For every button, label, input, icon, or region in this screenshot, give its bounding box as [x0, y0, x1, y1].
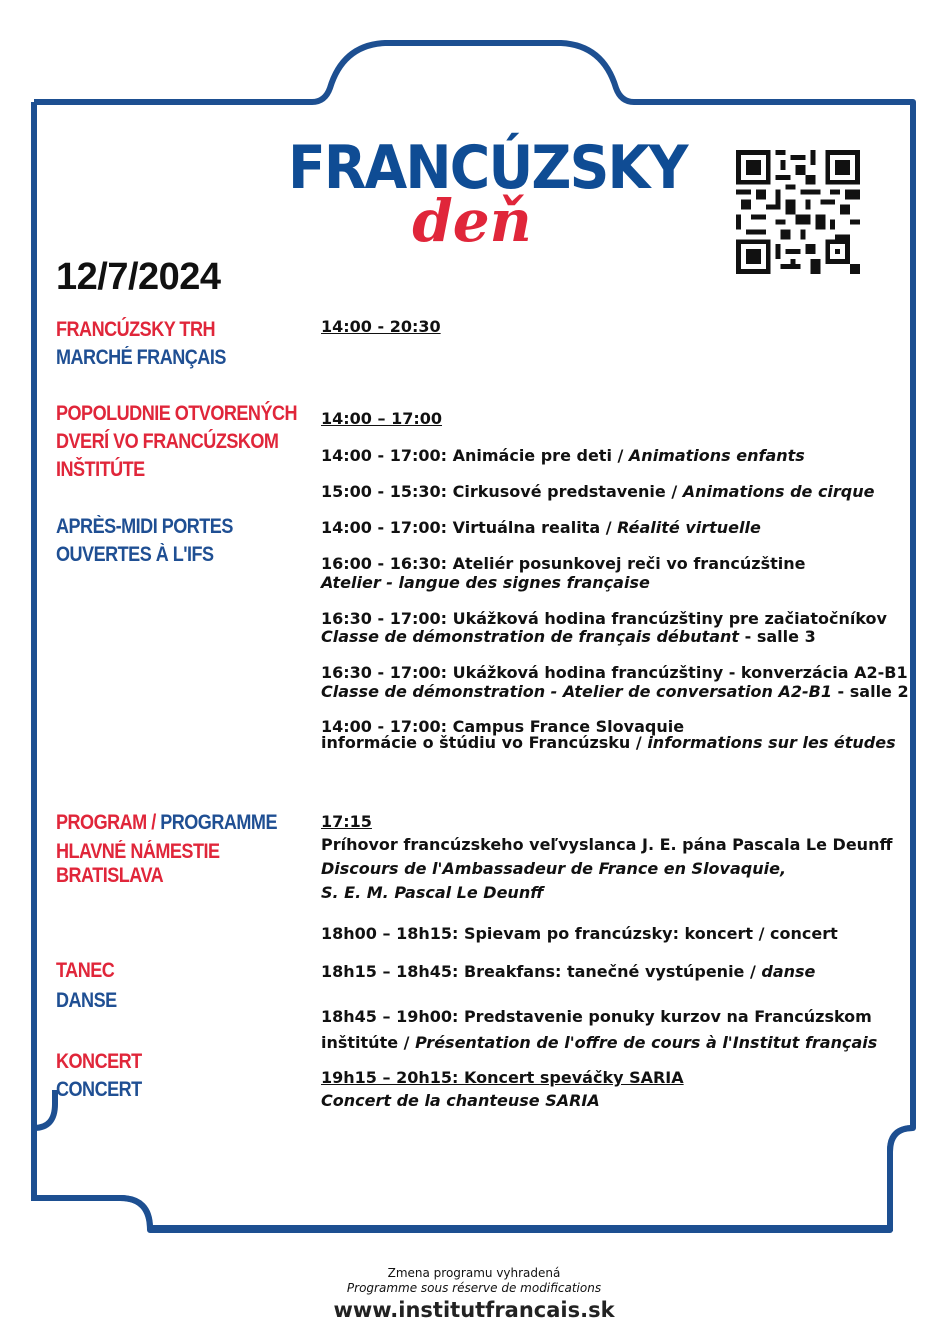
- event-date: 12/7/2024: [56, 256, 221, 298]
- heading-program: [56, 809, 277, 837]
- event-title: FRANCÚZSKY: [288, 133, 687, 203]
- heading-concert-sk: KONCERT: [56, 1050, 142, 1073]
- schedule-item-fr: Classe de démonstration de français débutant - salle 3: [321, 627, 816, 646]
- heading-open-sk-2: DVERÍ VO FRANCÚZSKOM: [56, 430, 279, 453]
- concert-item: 19h15 – 20h15: Koncert speváčky SARIA: [321, 1068, 684, 1087]
- heading-program-sk: PROGRAM: [56, 811, 147, 834]
- footer-url[interactable]: www.institutfrancais.sk: [333, 1298, 615, 1322]
- heading-dance-fr: DANSE: [56, 989, 117, 1012]
- schedule-item-line2: informácie o štúdiu vo Francúzsku / informations sur les études: [321, 733, 896, 752]
- heading-market-fr: MARCHÉ FRANÇAIS: [56, 346, 226, 369]
- courses-item-line2: inštitúte / Présentation de l'offre de cours à l'Institut français: [321, 1033, 878, 1052]
- dance-item: 18h15 – 18h45: Breakfans: tanečné vystúpenie / danse: [321, 962, 816, 981]
- heading-open-sk-1: POPOLUDNIE OTVORENÝCH: [56, 402, 298, 425]
- schedule-item: 16:00 - 16:30: Ateliér posunkovej reči vo francúzštine: [321, 554, 806, 573]
- qr-code-icon: [736, 150, 860, 274]
- speech-fr-1: Discours de l'Ambassadeur de France en Slovaquie,: [321, 859, 787, 878]
- heading-open-fr-2: OUVERTES À L'IFS: [56, 543, 214, 566]
- schedule-item: 16:30 - 17:00: Ukážková hodina francúzštiny pre začiatočníkov: [321, 609, 887, 628]
- footer-note-sk: Zmena programu vyhradená: [387, 1266, 561, 1280]
- market-time: 14:00 - 20:30: [321, 317, 441, 336]
- heading-open-fr-1: APRÈS-MIDI PORTES: [56, 515, 233, 538]
- schedule-item: 16:30 - 17:00: Ukážková hodina francúzštiny - konverzácia A2-B1: [321, 663, 908, 682]
- event-subtitle: deň: [412, 187, 532, 255]
- footer-note-fr: Programme sous réserve de modifications: [346, 1281, 602, 1295]
- concert-item-fr: Concert de la chanteuse SARIA: [321, 1091, 600, 1110]
- courses-item: 18h45 – 19h00: Predstavenie ponuky kurzov na Francúzskom: [321, 1007, 872, 1026]
- schedule-item: 14:00 - 17:00: Virtuálna realita / Réalité virtuelle: [321, 518, 761, 537]
- heading-square-2: BRATISLAVA: [56, 864, 164, 887]
- open-time: 14:00 – 17:00: [321, 409, 442, 428]
- schedule-item: 14:00 - 17:00: Campus France Slovaquie: [321, 717, 685, 736]
- schedule-item: 14:00 - 17:00: Animácie pre deti / Animations enfants: [321, 446, 805, 465]
- schedule-item-fr: Atelier - langue des signes française: [321, 573, 650, 592]
- schedule-item-fr: Classe de démonstration - Atelier de conversation A2-B1 - salle 2: [321, 682, 909, 701]
- schedule-item: 15:00 - 15:30: Cirkusové predstavenie / Animations de cirque: [321, 482, 875, 501]
- sing-item: 18h00 – 18h15: Spievam po francúzsky: koncert / concert: [321, 924, 838, 943]
- heading-open-sk-3: INŠTITÚTE: [56, 458, 145, 481]
- heading-program-fr: PROGRAMME: [160, 811, 277, 834]
- heading-dance-sk: TANEC: [56, 959, 115, 982]
- speech-fr-2: S. E. M. Pascal Le Deunff: [321, 883, 544, 902]
- heading-program-sep: /: [146, 811, 161, 834]
- speech-sk: Príhovor francúzskeho veľvyslanca J. E. pána Pascala Le Deunff: [321, 835, 893, 854]
- heading-market-sk: FRANCÚZSKY TRH: [56, 318, 216, 341]
- heading-concert-fr: CONCERT: [56, 1078, 142, 1101]
- program-time: 17:15: [321, 812, 372, 831]
- heading-square-1: HLAVNÉ NÁMESTIE: [56, 840, 220, 863]
